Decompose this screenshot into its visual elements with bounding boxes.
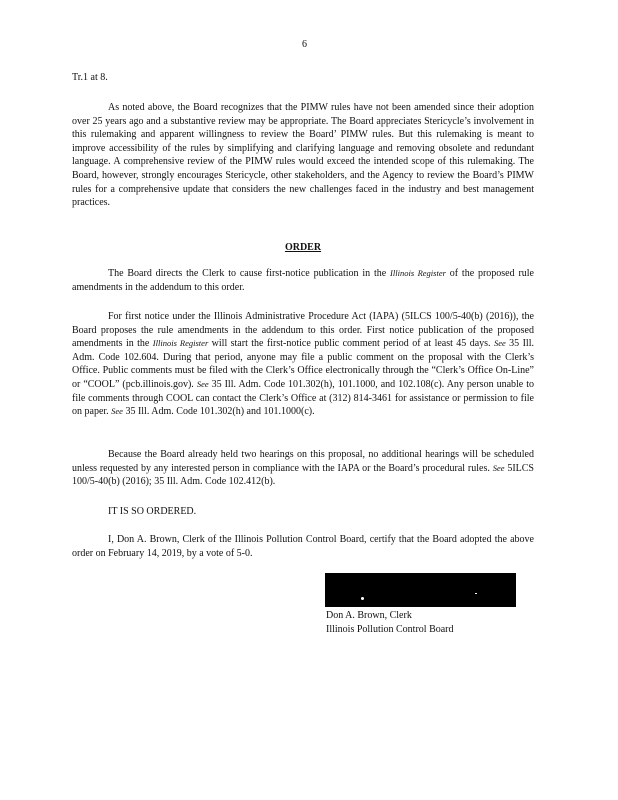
speck-mark — [475, 593, 477, 594]
paragraph-review: As noted above, the Board recognizes that the PIMW rules have not been amended since their adoption over 25 years ago and a substantive review may be appropriate. The Board appreciates Stericycle’s involvement in this rulemaking and apparent willingness to review the Board’ PIMW rules. But this rulemaking is meant to improve accessibility of the rules by simplifying and clarifying language and removing obsolete and redundant language. A comprehensive review of the PIMW rules would exceed the intended scope of this rulemaking. The Board, however, strongly encourages Stericycle, other stakeholders, and the Agency to review the Board’s PIMW rules for a comprehensive update that considers the new challenges faced in the industry and best management practices. — [72, 102, 534, 209]
speck-mark — [361, 597, 364, 600]
order-heading: ORDER — [284, 242, 322, 253]
clerk-certification: I, Don A. Brown, Clerk of the Illinois Pollution Control Board, certify that the Board adopted the above order on February 14, 2019, by a vote of 5-0. — [72, 534, 534, 559]
transcript-citation: Tr.1 at 8. — [72, 72, 108, 83]
page-number: 6 — [302, 39, 307, 50]
so-ordered: IT IS SO ORDERED. — [108, 506, 197, 517]
redacted-signature — [325, 573, 516, 607]
paragraph-hearings: Because the Board already held two hearings on this proposal, no additional hearings will be scheduled unless requested by any interested person in compliance with the IAPA or the Board’s procedural rules. See 5ILCS 100/5-40(b) (2016); 35 Ill. Adm. Code 102.412(b). — [72, 449, 534, 488]
signature-name: Don A. Brown, Clerk — [326, 610, 412, 621]
paragraph-directs: The Board directs the Clerk to cause first-notice publication in the Illinois Register of the proposed rule amendments in the addendum to this order. — [72, 268, 534, 293]
signature-organization: Illinois Pollution Control Board — [326, 624, 454, 635]
paragraph-first-notice: For first notice under the Illinois Administrative Procedure Act (IAPA) (5ILCS 100/5-40(b) (2016)), the Board proposes the rule amendments in the addendum to this order. First notice publication of the proposed amendments in the Illinois Register will start the first-notice public comment period of at least 45 days. See 35 Ill. Adm. Code 102.604. During that period, anyone may file a public comment on the proposal with the Clerk’s Office. Public comments must be filed with the Clerk’s Office electronically through the “Clerk’s Office On-Line” or “COOL” (pcb.illinois.gov). See 35 Ill. Adm. Code 101.302(h), 101.1000, and 102.108(c). Any person unable to file comments through COOL can contact the Clerk’s Office at (312) 814-3461 for assistance or permission to file on paper. See 35 Ill. Adm. Code 101.302(h) and 101.1000(c). — [72, 311, 535, 418]
